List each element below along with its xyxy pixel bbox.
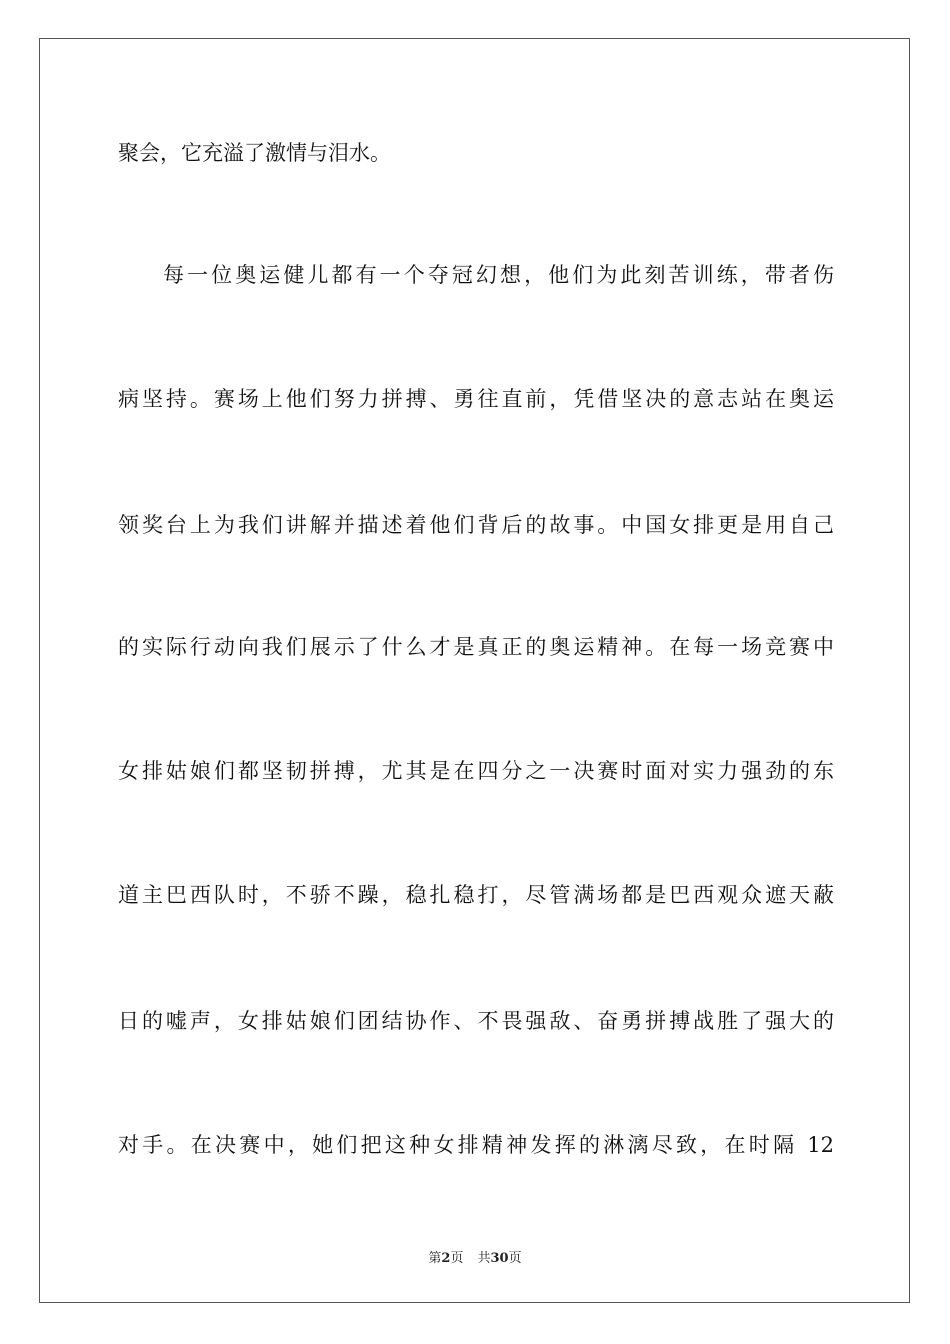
- text-line-5: 的实际行动向我们展示了什么才是真正的奥运精神。在每一场竞赛中: [118, 635, 834, 659]
- page-number: 2: [441, 1251, 451, 1266]
- text-line-1: 聚会，它充溢了激情与泪水。: [118, 141, 391, 165]
- text-line-8: 日的嘘声，女排姑娘们团结协作、不畏强敌、奋勇拼搏战胜了强大的: [118, 1009, 834, 1033]
- page-footer: [0, 1247, 950, 1266]
- total-suffix: 页: [508, 1251, 522, 1266]
- page-border: [39, 38, 910, 1303]
- text-line-9: 对手。在决赛中，她们把这种女排精神发挥的淋漓尽致，在时隔 12: [118, 1133, 834, 1157]
- total-pages: 30: [490, 1251, 509, 1266]
- text-line-7: 道主巴西队时，不骄不躁，稳扎稳打，尽管满场都是巴西观众遮天蔽: [118, 883, 834, 907]
- text-line-6: 女排姑娘们都坚韧拼搏，尤其是在四分之一决赛时面对实力强劲的东: [118, 759, 834, 783]
- text-line-4: 领奖台上为我们讲解并描述着他们背后的故事。中国女排更是用自己: [118, 513, 834, 537]
- total-prefix: 共: [477, 1251, 491, 1266]
- text-line-2: 每一位奥运健儿都有一个夺冠幻想，他们为此刻苦训练，带者伤: [163, 263, 834, 287]
- text-line-3: 病坚持。赛场上他们努力拼搏、勇往直前，凭借坚决的意志站在奥运: [118, 387, 834, 411]
- page-suffix: 页: [450, 1251, 464, 1266]
- page-prefix: 第: [428, 1251, 442, 1266]
